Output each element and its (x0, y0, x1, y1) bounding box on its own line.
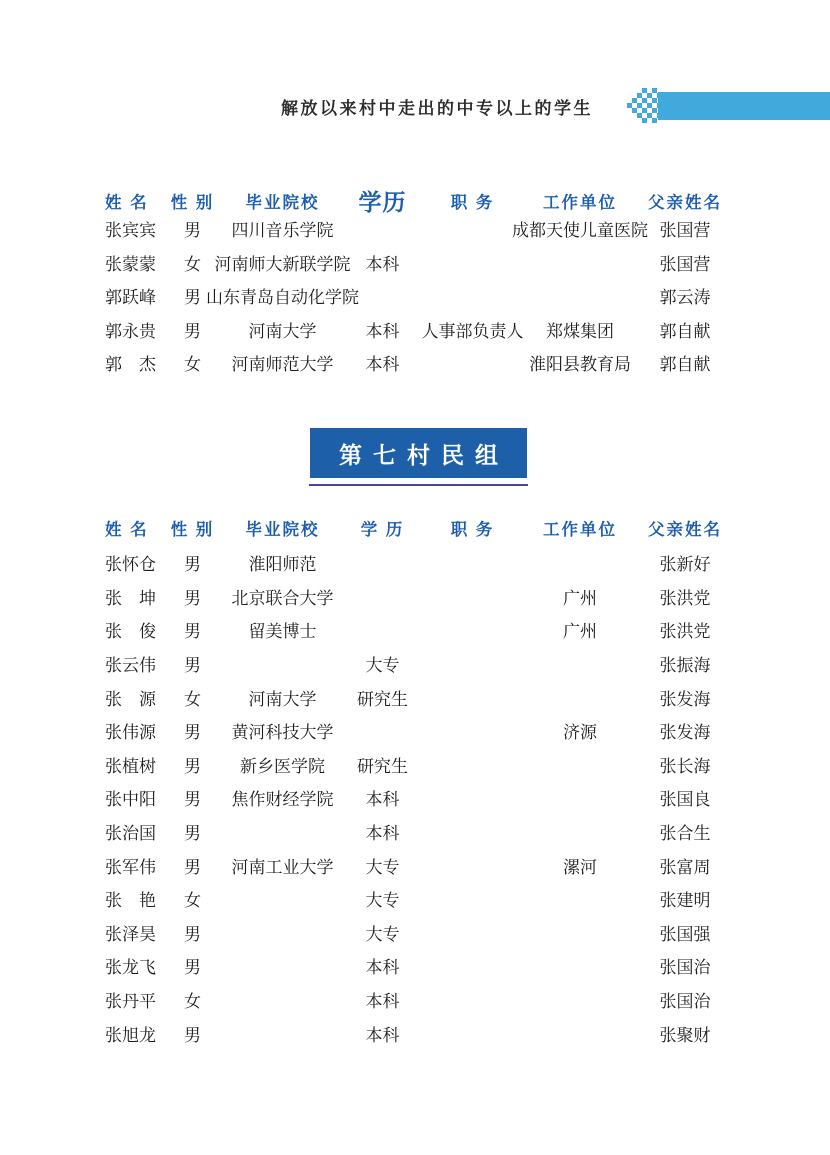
cell-text: 张洪党 (659, 588, 711, 608)
column-header-label: 姓 名 (105, 521, 149, 539)
cell-text: 张军伟 (105, 857, 156, 877)
cell-text: 张新好 (659, 555, 711, 575)
table-cell-gender (160, 685, 225, 710)
table-cell-gender (160, 651, 225, 676)
table-cell-name (105, 350, 160, 375)
table-cell-workunit (520, 317, 640, 342)
cell-text: 张 源 (105, 689, 156, 709)
cell-text: 北京联合大学 (231, 588, 334, 608)
column-header-workunit (520, 189, 640, 213)
table-row (105, 916, 730, 950)
table-cell-school (225, 752, 340, 777)
table-row (105, 647, 730, 681)
cell-text: 河南师范大学 (231, 355, 334, 375)
cell-text: 郭永贵 (105, 321, 156, 341)
table-cell-father (640, 785, 730, 810)
column-header-label: 职 务 (450, 521, 495, 539)
cell-text: 张植树 (105, 756, 156, 776)
cell-text: 男 (184, 588, 201, 608)
table-cell-name (105, 651, 160, 676)
table-cell-school (225, 853, 340, 878)
cell-text: 张洪党 (659, 622, 711, 642)
table-cell-gender (160, 718, 225, 743)
column-header-gender (160, 189, 225, 213)
cell-text: 本科 (365, 992, 400, 1012)
table-row (105, 949, 730, 983)
table-cell-degree (340, 785, 425, 810)
table-cell-gender (160, 752, 225, 777)
table-cell-gender (160, 617, 225, 642)
cell-text: 张发海 (659, 723, 711, 743)
cell-text: 焦作财经学院 (231, 790, 334, 810)
banner-underline (309, 484, 528, 486)
table-cell-degree (340, 685, 425, 710)
table-cell-father (640, 819, 730, 844)
table-cell-gender (160, 1021, 225, 1046)
column-header-father (640, 189, 730, 213)
section-banner (310, 428, 527, 478)
cell-text: 本科 (365, 254, 400, 274)
table-cell-degree (340, 752, 425, 777)
cell-text: 男 (184, 221, 201, 241)
cell-text: 河南师大新联学院 (214, 254, 351, 274)
table-cell-degree (340, 920, 425, 945)
cell-text: 张建明 (659, 891, 711, 911)
column-header-school (225, 516, 340, 540)
column-header-name (105, 516, 160, 540)
column-header-degree (340, 516, 425, 540)
table-cell-workunit (520, 853, 640, 878)
table-cell-father (640, 617, 730, 642)
table-cell-name (105, 920, 160, 945)
table-cell-father (640, 283, 730, 308)
cell-text: 大专 (365, 656, 400, 676)
table-cell-gender (160, 953, 225, 978)
table-row (105, 983, 730, 1017)
cell-text: 张国营 (659, 254, 711, 274)
table-cell-degree (340, 886, 425, 911)
table-row (105, 346, 730, 380)
cell-text: 女 (184, 891, 201, 911)
table-cell-name (105, 317, 160, 342)
table-row (105, 613, 730, 647)
cell-text: 研究生 (357, 756, 408, 776)
cell-text: 张蒙蒙 (105, 254, 156, 274)
column-header-position (425, 189, 520, 213)
cell-text: 大专 (365, 891, 400, 911)
table-cell-name (105, 752, 160, 777)
cell-text: 男 (184, 857, 201, 877)
column-header-label: 学历 (358, 189, 407, 215)
table-row (105, 714, 730, 748)
cell-text: 张富周 (659, 857, 711, 877)
table-cell-school (225, 718, 340, 743)
cell-text: 广州 (563, 622, 597, 642)
cell-text: 新乡医学院 (240, 756, 325, 776)
cell-text: 张国治 (659, 958, 711, 978)
header-accent-bar (658, 92, 830, 120)
cell-text: 张国良 (659, 790, 711, 810)
table-cell-school (214, 250, 351, 275)
table-row (105, 1016, 730, 1050)
table-cell-name (105, 785, 160, 810)
cell-text: 张丹平 (105, 992, 156, 1012)
table-cell-gender (160, 550, 225, 575)
table-cell-father (640, 1021, 730, 1046)
cell-text: 张宾宾 (105, 221, 156, 241)
cell-text: 张振海 (659, 656, 711, 676)
table-cell-name (105, 718, 160, 743)
table-cell-workunit (520, 617, 640, 642)
column-header-label: 工作单位 (543, 521, 617, 539)
cell-text: 女 (184, 254, 201, 274)
table-cell-father (640, 953, 730, 978)
cell-text: 张怀仓 (105, 555, 156, 575)
table1-body (105, 212, 730, 380)
column-header-workunit (520, 516, 640, 540)
cell-text: 淮阳县教育局 (529, 355, 631, 375)
cell-text: 女 (184, 689, 201, 709)
cell-text: 河南大学 (248, 689, 317, 709)
table-row (105, 848, 730, 882)
table-cell-gender (160, 886, 225, 911)
table-cell-name (105, 283, 160, 308)
table-cell-name (105, 953, 160, 978)
table-row (105, 279, 730, 313)
column-header-label: 父亲姓名 (648, 521, 722, 539)
table-cell-school (225, 584, 340, 609)
table-cell-father (640, 920, 730, 945)
table-cell-degree (340, 987, 425, 1012)
column-header-name (105, 189, 160, 213)
table-cell-gender (160, 350, 225, 375)
table-row (105, 781, 730, 815)
column-header-gender (160, 516, 225, 540)
table-cell-father (640, 584, 730, 609)
cell-text: 张 艳 (105, 891, 156, 911)
table-cell-degree (340, 317, 425, 342)
cell-text: 郭跃峰 (105, 288, 156, 308)
cell-text: 男 (184, 824, 201, 844)
table-row (105, 815, 730, 849)
cell-text: 人事部负责人 (421, 321, 524, 341)
page-title: 解放以来村中走出的中专以上的学生 (281, 99, 593, 118)
cell-text: 大专 (365, 857, 400, 877)
table-cell-father (640, 651, 730, 676)
table-cell-degree (340, 819, 425, 844)
table-cell-school (225, 317, 340, 342)
table-cell-gender (160, 819, 225, 844)
table-cell-father (640, 886, 730, 911)
cell-text: 河南工业大学 (231, 857, 334, 877)
cell-text: 张国营 (659, 221, 711, 241)
table-cell-gender (160, 317, 225, 342)
column-header-label: 学 历 (360, 521, 405, 539)
cell-text: 郭云涛 (659, 288, 711, 308)
table-cell-name (105, 617, 160, 642)
cell-text: 本科 (365, 824, 400, 844)
cell-text: 济源 (563, 723, 597, 743)
table-cell-position (421, 317, 524, 342)
cell-text: 男 (184, 321, 201, 341)
table-cell-workunit (520, 718, 640, 743)
table-cell-father (640, 216, 730, 241)
cell-text: 张长海 (659, 756, 711, 776)
table-cell-degree (340, 953, 425, 978)
cell-text: 女 (184, 355, 201, 375)
table-cell-name (105, 853, 160, 878)
table-cell-degree (340, 651, 425, 676)
table-cell-father (640, 853, 730, 878)
table-cell-name (105, 987, 160, 1012)
table-cell-degree (340, 853, 425, 878)
cell-text: 张泽昊 (105, 924, 156, 944)
cell-text: 研究生 (357, 689, 408, 709)
table-cell-workunit (512, 216, 648, 241)
table-cell-school (206, 283, 359, 308)
table-row (105, 882, 730, 916)
cell-text: 山东青岛自动化学院 (206, 288, 359, 308)
cell-text: 男 (184, 723, 201, 743)
cell-text: 漯河 (563, 857, 597, 877)
cell-text: 张云伟 (105, 656, 156, 676)
cell-text: 张治国 (105, 824, 156, 844)
table-row (105, 246, 730, 280)
cell-text: 留美博士 (248, 622, 317, 642)
section-banner-label: 第七村民组 (339, 442, 509, 468)
cell-text: 郭 杰 (105, 355, 156, 375)
cell-text: 张聚财 (659, 1025, 711, 1045)
table-cell-name (105, 250, 160, 275)
table-cell-school (225, 216, 340, 241)
cell-text: 本科 (365, 355, 400, 375)
cell-text: 大专 (365, 924, 400, 944)
table-row (105, 313, 730, 347)
table-cell-father (640, 718, 730, 743)
cell-text: 广州 (563, 588, 597, 608)
table2-body (105, 546, 730, 1050)
column-header-label: 父亲姓名 (648, 193, 722, 212)
table-cell-name (105, 1021, 160, 1046)
table-row (105, 546, 730, 580)
cell-text: 张合生 (659, 824, 711, 844)
cell-text: 河南大学 (248, 321, 317, 341)
cell-text: 张旭龙 (105, 1025, 156, 1045)
table-row (105, 580, 730, 614)
table-cell-school (225, 350, 340, 375)
table-cell-workunit (520, 350, 640, 375)
table-cell-degree (340, 1021, 425, 1046)
cell-text: 男 (184, 958, 201, 978)
cell-text: 淮阳师范 (248, 555, 317, 575)
cell-text: 黄河科技大学 (231, 723, 334, 743)
cell-text: 张中阳 (105, 790, 156, 810)
cell-text: 张 俊 (105, 622, 156, 642)
cell-text: 四川音乐学院 (231, 221, 334, 241)
cell-text: 郭自献 (659, 321, 711, 341)
table-cell-father (640, 350, 730, 375)
table-cell-father (640, 752, 730, 777)
column-header-father (640, 516, 730, 540)
cell-text: 张国治 (659, 992, 711, 1012)
table-cell-workunit (520, 584, 640, 609)
cell-text: 本科 (365, 790, 400, 810)
table2-header-row (105, 514, 730, 542)
table-cell-gender (160, 785, 225, 810)
cell-text: 男 (184, 790, 201, 810)
cell-text: 女 (184, 992, 201, 1012)
column-header-position (425, 516, 520, 540)
cell-text: 男 (184, 622, 201, 642)
cell-text: 张发海 (659, 689, 711, 709)
table-row (105, 212, 730, 246)
cell-text: 郑煤集团 (546, 321, 614, 341)
table-cell-school (225, 685, 340, 710)
cell-text: 男 (184, 1025, 201, 1045)
table-cell-name (105, 819, 160, 844)
table-row (105, 680, 730, 714)
cell-text: 成都天使儿童医院 (512, 221, 648, 241)
column-header-label: 毕业院校 (245, 193, 320, 212)
table-cell-father (640, 685, 730, 710)
column-header-label: 性 别 (170, 193, 215, 212)
table-cell-name (105, 584, 160, 609)
cell-text: 男 (184, 756, 201, 776)
cell-text: 张国强 (659, 924, 711, 944)
column-header-label: 职 务 (450, 193, 495, 212)
cell-text: 本科 (365, 958, 400, 978)
table-cell-gender (160, 920, 225, 945)
column-header-label: 毕业院校 (245, 521, 320, 539)
cell-text: 张 坤 (105, 588, 156, 608)
table-cell-name (105, 550, 160, 575)
table-cell-father (640, 317, 730, 342)
column-header-label: 工作单位 (543, 193, 617, 212)
table-cell-school (225, 617, 340, 642)
table-cell-name (105, 685, 160, 710)
cell-text: 男 (184, 656, 201, 676)
cell-text: 张龙飞 (105, 958, 156, 978)
pixel-pattern-icon (622, 88, 662, 123)
table-cell-name (105, 886, 160, 911)
table-cell-school (225, 785, 340, 810)
table-cell-name (105, 216, 160, 241)
table-cell-gender (160, 853, 225, 878)
cell-text: 男 (184, 924, 201, 944)
cell-text: 男 (184, 288, 201, 308)
table-cell-father (640, 987, 730, 1012)
table-cell-gender (160, 584, 225, 609)
column-header-label: 姓 名 (105, 193, 149, 212)
table-cell-gender (160, 987, 225, 1012)
cell-text: 郭自献 (659, 355, 711, 375)
cell-text: 本科 (365, 1025, 400, 1045)
column-header-label: 性 别 (170, 521, 215, 539)
cell-text: 张伟源 (105, 723, 156, 743)
cell-text: 男 (184, 555, 201, 575)
table-cell-gender (160, 216, 225, 241)
cell-text: 本科 (365, 321, 400, 341)
table1-header-row (105, 184, 730, 215)
table-row (105, 748, 730, 782)
table-cell-degree (340, 250, 425, 275)
table-cell-father (640, 550, 730, 575)
table-cell-father (640, 250, 730, 275)
table-cell-degree (340, 350, 425, 375)
table-cell-school (225, 550, 340, 575)
column-header-school (225, 189, 340, 213)
